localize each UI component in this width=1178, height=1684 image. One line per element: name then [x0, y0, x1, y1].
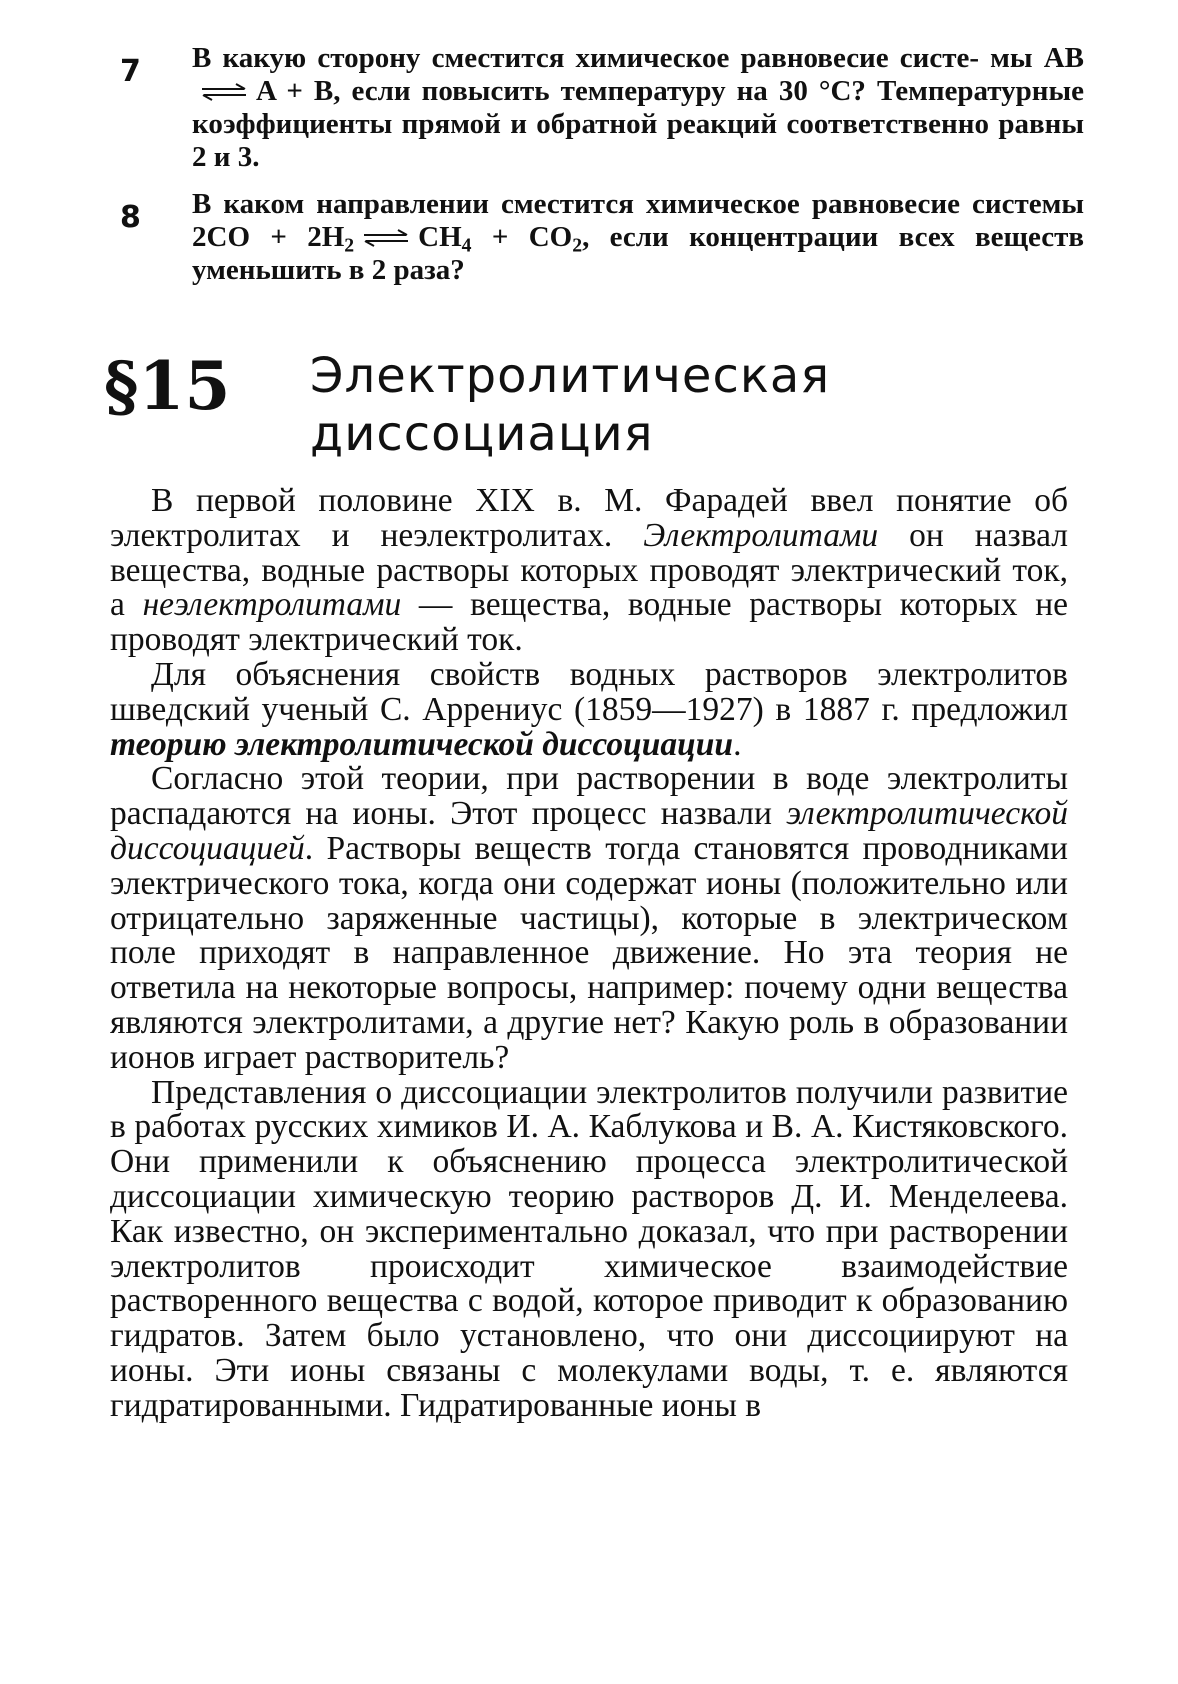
section-number: §15	[104, 347, 231, 425]
paragraph	[110, 655, 1068, 763]
equilibrium-arrows-icon	[198, 82, 250, 102]
section-title-line: Электролитическая	[310, 348, 831, 404]
italic-term: Электролитами	[643, 516, 879, 554]
italic-term: электролитической диссоциацией	[110, 795, 1068, 867]
subscript: 2	[572, 234, 583, 257]
exercise-text	[192, 188, 1084, 287]
subscript: 4	[461, 234, 472, 257]
text-run: . Растворы веществ тогда становятся проводниками электрического тока, когда они содержат ионы (положительно или отрицательно заряженные частицы), которые в электрическом поле приходят в направленное движение. Но эта теория не ответила на некоторые вопросы, например: почему одни вещества являются электролитами, а другие нет? Какую роль в образовании ионов играет растворитель?	[110, 829, 1068, 1076]
paragraph	[110, 762, 1068, 1075]
exercise-line: В какую сторону сместится химическое равновесие систе-	[192, 42, 980, 74]
text-run: .	[733, 725, 742, 763]
equation-part: + CO	[471, 221, 573, 253]
paragraph	[110, 484, 1068, 658]
paragraph: Представления о диссоциации электролитов получили развитие в работах русских химиков И. А. Каблукова и В. А. Кистяковского. Они применили к объяснению процесса электролитической диссоциации химическую теорию растворов Д. И. Менделеева. Как известно, он экспериментально доказал, что при растворении электролитов происходит химическое взаимодействие растворенного вещества с водой, которое приводит к образованию гидратов. Затем было установлено, что они диссоциируют на ионы. Эти ионы связаны с молекулами воды, т. е. являются гидратированными. Гидратированные ионы в	[110, 1073, 1068, 1424]
exercise-line: мы AB	[990, 42, 1084, 74]
bold-italic-term: теорию электролитической диссоциации	[110, 725, 734, 763]
equilibrium-arrows-icon	[360, 228, 412, 248]
text-run: он назвал вещества, водные растворы которых проводят электрический ток, а	[110, 516, 1069, 624]
exercise-number: 8	[120, 200, 141, 235]
section-body	[110, 484, 1068, 1424]
text-run: В первой половине XIX в. М. Фарадей ввел понятие об электролитах и неэлектролитах.	[110, 482, 1068, 554]
equation-part: CH	[418, 221, 462, 253]
exercise-line: Температурные коэффициенты прямой и обратной реакций соответственно равны 2 и 3.	[192, 75, 1084, 173]
exercise-line: , если концентрации всех веществ уменьшить в 2 раза?	[192, 221, 1084, 286]
exercise-line: В каком направлении сместится химическое равновесие	[192, 188, 960, 220]
exercise-7	[120, 42, 1084, 174]
exercise-8	[120, 188, 1084, 287]
equation-part: системы 2CO + 2H	[192, 188, 1084, 253]
italic-term: неэлектролитами	[142, 586, 402, 624]
section-title-line: диссоциация	[310, 406, 654, 462]
exercise-line: A + B, если повысить температуру на 30 °C?	[256, 75, 866, 107]
subscript: 2	[344, 234, 355, 257]
section-title	[310, 347, 1070, 463]
text-run: — вещества, водные растворы которых не проводят электрический ток.	[110, 586, 1069, 659]
text-run: Для объяснения свойств водных растворов электролитов шведский ученый С. Аррениус (1859—1927) в 1887 г. предложил	[110, 655, 1068, 728]
exercise-text	[192, 42, 1084, 174]
text-run: Согласно этой теории, при растворении в воде электролиты распадаются на ионы. Этот процесс назвали	[110, 760, 1068, 833]
exercise-number: 7	[120, 54, 141, 89]
